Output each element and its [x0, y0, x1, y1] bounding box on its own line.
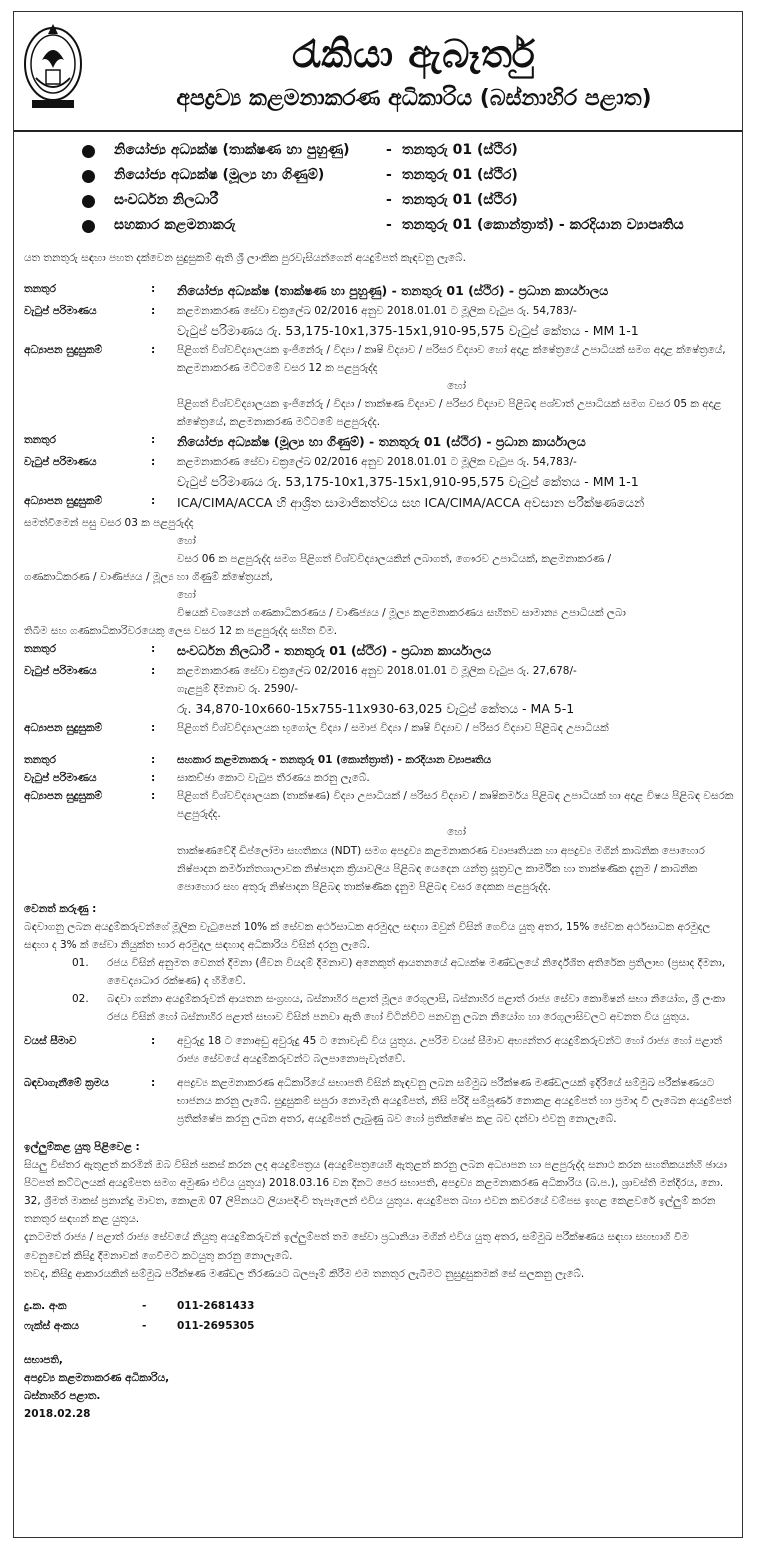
apply-text: තවද, කිසිදු ආකාරයකින් සම්මුඛ පරීක්ෂණ මණ්ඩල තීරණයට බලපෑම් කිරීම එම තනතුර ලැබීමට නුසුදුසුකමක් සේ සලකනු ලැබේ.: [24, 1267, 585, 1280]
note-number: 02.: [72, 992, 89, 1005]
fax-row: [24, 1317, 736, 1337]
label-post: තනතුර: [24, 434, 56, 447]
education-text: පිළිගත් විශ්වවිද්‍යාලයක (තාක්ෂණ) විද්‍යා උපාධියක් / පරිසර විද්‍යාව / කෘෂිකර්මය පිළිබඳ උපාධියක් හා අදාළ විෂය පිළිබඳ වසරක පළපුරුද්ද.: [177, 790, 734, 821]
page-subtitle: අපද්‍රව්‍ය කළමනාකරණ අධිකාරිය (බස්නාහිර පළාත): [176, 86, 652, 111]
label-education: අධ්‍යාපන සුදුසුකම්: [24, 722, 103, 735]
phone-label: දු.ක. අංක: [24, 1299, 67, 1312]
colon: :: [151, 344, 156, 357]
education-text: ගණකාධිකරණ / වාණිජ්‍යය / මූල්‍ය හා ගිණුම් ක්ෂේත්‍රයන්,: [24, 570, 273, 583]
colon: :: [151, 754, 156, 767]
education-text: තිබීම සහ ගණකාධිකාරිවරයෙකු ලෙස වසර 12 ක පළපුරුද්ද සහිත වීම.: [24, 625, 338, 638]
age-row: [24, 1032, 736, 1068]
label-method: බඳවාගැනීමේ ක්‍රමය: [24, 1077, 109, 1090]
section-title: නියෝජ්‍ය අධ්‍යක්ෂ (තාක්ෂණ හා පුහුණු) - තනතුරු 01 (ස්ථිර) - ප්‍රධාන කාර්යාලය: [177, 283, 609, 298]
sri-lanka-emblem-icon: [22, 20, 84, 114]
method-text: අපද්‍රව්‍ය කළමනාකරණ අධිකාරියේ සභාපති විසින් කැඳවනු ලබන සම්මුඛ පරීක්ෂණ මණ්ඩලයක් ඉදිරියේ සම්මුඛ පරීක්ෂණයට භාජනය කරනු ලැබේ. සුදුසුකම් සපුරා නොමැති අයදුම්පත්, නිසි පරිදි සම්පූර්ණ නොකළ අයදුම්පත් හා ප්‍රමාද වී ලැබෙන අයදුම්පත් ප්‍රතික්ෂේප කරනු ලබන අතර, අයදුම්පත් ලැබුණු බව හෝ ප්‍රතික්ෂේප කළ බව දන්වා එවනු නොලැබේ.: [177, 1077, 732, 1126]
label-education: අධ්‍යාපන සුදුසුකම්: [24, 495, 103, 508]
salary-row: [24, 769, 736, 787]
salary-scale: වැටුප් පරිමාණය රු. 53,175-10x1,375-15x1,910-95,575 වැටුප් කේතය - MM 1-1: [177, 322, 639, 338]
phone-number: 011-2681433: [177, 1299, 255, 1312]
colon: :: [151, 304, 156, 317]
label-salary: වැටුප් පරිමාණය: [24, 304, 97, 317]
label-education: අධ්‍යාපන සුදුසුකම්: [24, 344, 103, 357]
section-title: සහකාර කළමනාකරු - තනතුරු 01 (කොන්ත්‍රාත්) - කරදියාන ව්‍යාපෘතිය: [177, 754, 492, 767]
education-text: පිළිගත් විශ්වවිද්‍යාලයක භූගෝල විද්‍යා / සමාජ විද්‍යා / කෘෂි විද්‍යාව / පරිසර විද්‍යාව පිළිබඳ උපාධියක්: [177, 722, 609, 735]
separator-dash: -: [386, 167, 392, 183]
colon: :: [151, 722, 156, 735]
post-title-row: [24, 431, 736, 453]
label-post: තනතුර: [24, 643, 56, 656]
list-item: [14, 165, 742, 190]
colon: :: [151, 790, 156, 803]
note-item: [24, 954, 736, 990]
separator-dash: -: [386, 217, 392, 233]
or-text: හෝ: [447, 826, 466, 839]
fax-label: ෆැක්ස් අංකය: [24, 1319, 79, 1332]
separator-dash: -: [386, 142, 392, 158]
label-post: තනතුර: [24, 283, 56, 295]
list-item: [14, 190, 742, 215]
apply-text: දැනටමත් රාජ්‍ය / පළාත් රාජ්‍ය සේවයේ නියුතු අයදුම්කරුවන් ඉල්ලුම්පත් තම සේවා ප්‍රධානියා මගින් එවිය යුතු අතර, සම්මුඛ පරීක්ෂණය සඳහා සහභාගි වීම වෙනුවෙන් කිසිදු දීමනාවක් ගෙවීමට කටයුතු කරනු නොලැබේ.: [24, 1231, 689, 1262]
intro-text: යත තනතුරු සඳහා පහත දක්වෙන සුදුසුකම් ඇති ශ්‍රී ලාංකික පුරවැසියන්ගෙන් අයදුම්පත් කැඳවනු ලැබේ.: [24, 252, 467, 264]
note-number: 01.: [72, 956, 89, 969]
education-row: [24, 787, 736, 895]
signature-date: 2018.02.28: [24, 1407, 91, 1420]
signature-line: අපද්‍රව්‍ය කළමනාකරණ අධිකාරිය,: [24, 1371, 170, 1384]
salary-row: [24, 453, 736, 493]
salary-text: කළමනාකරණ සේවා චක්‍රලේඛ 02/2016 අනුව 2018.01.01 ට මූලික වැටුප රු. 27,678/-: [177, 664, 577, 677]
colon: :: [151, 664, 156, 677]
education-text: පිළිගත් විශ්වවිද්‍යාලයක ඉංජිනේරු / විද්‍යා / කෘෂි විද්‍යාව / පරිසර විද්‍යාව හෝ අදාළ ක්ෂේත්‍රයේ උපාධියක් සමග අදාළ ක්ෂේත්‍රයේ, කළමනාකරණ මට්ටමේ වසර 12 ක පළපුරුද්ද: [177, 344, 726, 375]
separator-dash: -: [142, 1319, 147, 1332]
colon: :: [151, 772, 156, 785]
post-count: තනතුරු 01 (කොන්ත්‍රාත්) - කරදියාන ව්‍යාපෘතිය: [402, 217, 684, 233]
colon: :: [151, 1077, 156, 1090]
label-salary: වැටුප් පරිමාණය: [24, 772, 97, 785]
salary-text: කළමනාකරණ සේවා චක්‍රලේඛ 02/2016 අනුව 2018.01.01 ට මූලික වැටුප රු. 54,783/-: [177, 455, 577, 468]
bullet-icon: [82, 145, 95, 158]
fax-number: 011-2695305: [177, 1319, 255, 1332]
bullet-icon: [82, 170, 95, 183]
or-text: හෝ: [177, 589, 196, 602]
post-count: තනතුරු 01 (ස්ථිර): [402, 192, 518, 208]
apply-text: සියලු විස්තර ඇතුළත් කරමින් ඔබ විසින් සකස් කරන ලද අයදුම්පත්‍රය (අයදුම්පත්‍රයෙහි ඇතුළත් කරනු ලබන අධ්‍යාපන හා පළපුරුද්ද සනාථ කරන සහතිකයන්හි ඡායා පිටපත් කට්ටලයක් අයදුම්පත සමග අමුණා එවිය යුතුය) 2018.03.16 වන දිනට පෙර සභාපති, අපද්‍රව්‍ය කළමනාකරණ අධිකාරිය (බ.ප.), ශ්‍රාවස්ති මන්දිරය, නො. 32, ශ්‍රීමත් මාකස් ප්‍රනාන්දු මාවත, කොළඹ 07 ලිපිනයට ලියාපදිංචි තැපෑලෙන් එවිය යුතුය. අයදුම්පත බහා එවන කවරයේ වම්පස ඉහළ කෙළවරේ ඉල්ලුම් කරන තනතුර සඳහන් කළ යුතුය.: [24, 1159, 727, 1226]
salary-scale: රු. 34,870-10x660-15x755-11x930-63,025 වැටුප් කේතය - MA 5-1: [177, 700, 575, 716]
education-text: පිළිගත් විශ්වවිද්‍යාලයක ඉංජිනේරු / විද්‍යා / තාක්ෂණ විද්‍යාව / පරිසර විද්‍යාව පිළිබඳ පශ්චාත් උපාධියක් සමග වසර 05 ක අදාළ ක්ෂේත්‍රයේ, කළමනාකරණ මට්ටමේ පළපුරුද්ද.: [177, 398, 722, 429]
apply-title: ඉල්ලුම්කළ යුතු පිළිවෙළ :: [24, 1141, 140, 1154]
other-text: බඳවාගනු ලබන අයදුම්කරුවන්ගේ මූලික වැටුපෙන් 10% ක් සේවක අර්ථසාධක අරමුදල සඳහා ඔවුන් විසින් ගෙවිය යුතු අතර, 15% සේවක අර්ථසාධක අරමුදල සඳහා ද 3% ක් සේවා නියුක්ත භාර අරමුදල සඳහාද අධිකාරිය විසින් දරනු ලැබේ.: [24, 920, 711, 951]
label-salary: වැටුප් පරිමාණය: [24, 664, 97, 677]
phone-row: [24, 1297, 736, 1317]
salary-row: [24, 662, 736, 720]
colon: :: [151, 455, 156, 468]
post-list: [14, 140, 742, 240]
section-title: සංවර්ධන නිලධාරී - තනතුරු 01 (ස්ථිර) - ප්‍රධාන කාර්යාලය: [177, 643, 492, 659]
page-title: රැකියා ඇබෑර්තු: [292, 32, 536, 76]
post-count: තනතුරු 01 (ස්ථිර): [402, 142, 518, 158]
or-text: හෝ: [177, 534, 196, 547]
signature-block: [24, 1351, 736, 1423]
separator-dash: -: [386, 192, 392, 208]
education-row: [24, 719, 736, 737]
education-text: ICA/CIMA/ACCA හි ආශ්‍රිත සාමාජිකත්වය සහ ICA/CIMA/ACCA අවසාන පරීක්ෂණයෙන්: [177, 495, 645, 511]
label-education: අධ්‍යාපන සුදුසුකම්: [24, 790, 103, 803]
or-text: හෝ: [447, 380, 466, 393]
colon: :: [151, 643, 156, 656]
salary-row: [24, 302, 736, 342]
signature-line: සභාපති,: [24, 1353, 63, 1366]
note-item: [24, 990, 736, 1026]
contact-list: [24, 1297, 736, 1337]
post-name: සහකාර කළමනාකරු: [114, 217, 236, 233]
post-title-row: [24, 280, 736, 302]
other-title: වෙනත් කරුණු :: [24, 902, 97, 915]
advertisement-frame: [13, 11, 743, 1538]
education-row: [24, 492, 736, 640]
note-text: රජය විසින් අනුමත වෙනත් දීමනා (ජීවන වියදම් දීමනාව) අනෙකුත් ආයතනයේ අධ්‍යක්ෂ මණ්ඩලයේ නිර්දේශිත අතිරේක ප්‍රතිලාභ (ප්‍රසාද දීමනා, වෛද්‍යාධාර රක්ෂණ) ද හිමිවේ.: [107, 956, 726, 987]
post-name: නියෝජ්‍ය අධ්‍යක්ෂ (මූල්‍ය හා ගිණුම්): [114, 167, 325, 183]
post-name: සංවර්ධන නිලධාරී: [114, 192, 219, 208]
salary-scale: වැටුප් පරිමාණය රු. 53,175-10x1,375-15x1,910-95,575 වැටුප් කේතය - MM 1-1: [177, 473, 639, 489]
education-text: සමත්වීමෙන් පසු වසර 03 ක පළපුරුද්ද: [24, 516, 194, 529]
education-row: [24, 341, 736, 431]
education-text: වසර 06 ක පළපුරුද්ද සමග පිළිගත් විශ්වවිද්‍යාලයකින් ලබාගත්, ගෞරව උපාධියක්, කළමනාකරණ /: [177, 552, 612, 565]
salary-text: සාකච්ඡා කොට වැටුප තීරණය කරනු ලැබේ.: [177, 772, 370, 785]
allowance-text: ගැළපුම් දීමනාව රු. 2590/-: [177, 682, 299, 695]
colon: :: [151, 434, 156, 447]
colon: :: [151, 1035, 156, 1047]
education-text: විෂයක් වශයෙන් ගණකාධිකරණය / වාණිජ්‍යය / මූල්‍ය කළමනාකරණය සහිතව සාමාන්‍ය උපාධියක් ලබා: [177, 607, 626, 620]
list-item: [14, 140, 742, 165]
header: [14, 12, 742, 132]
colon: :: [151, 283, 156, 295]
section-title: නියෝජ්‍ය අධ්‍යක්ෂ (මූල්‍ය හා ගිණුම්) - තනතුරු 01 (ස්ථිර) - ප්‍රධාන කාර්යාලය: [177, 434, 586, 450]
label-age: වයස් සීමාව: [24, 1035, 77, 1047]
post-name: නියෝජ්‍ය අධ්‍යක්ෂ (තාක්ෂණ හා පුහුණු): [114, 142, 350, 158]
label-salary: වැටුප් පරිමාණය: [24, 455, 97, 468]
education-text: තාක්ෂණවේදී ඩිප්ලෝමා සහතිකය (NDT) සමග අපද්‍රව්‍ය කළමනාකරණ ව්‍යාපෘතියක හා අපද්‍රව්‍ය මගින් කාබනික පොහොර නිෂ්පාදන කර්මාන්තශාලාවක නිෂ්පාදන ක්‍රියාවලිය පිළිබඳ යෙදෙන යන්ත්‍ර සූත්‍රවල කාර්මික හා තාක්ෂණික දැනුම / කාබනික පොහොර සහ අතුරු නිෂ්පාදන පිළිබඳ තාක්ෂණික දැනුම පිළිබඳ වසර දෙකක පළපුරුද්ද.: [177, 844, 705, 893]
method-row: [24, 1074, 736, 1128]
separator-dash: -: [142, 1299, 147, 1312]
post-title-row: [24, 751, 736, 769]
main-content: [24, 280, 736, 1423]
label-post: තනතුර: [24, 754, 56, 767]
colon: :: [151, 495, 156, 508]
signature-line: බස්නාහිර පළාත.: [24, 1389, 101, 1402]
post-count: තනතුරු 01 (ස්ථිර): [402, 167, 518, 183]
list-item: [14, 215, 742, 240]
salary-text: කළමනාකරණ සේවා චක්‍රලේඛ 02/2016 අනුව 2018.01.01 ට මූලික වැටුප රු. 54,783/-: [177, 304, 577, 317]
age-text: අවුරුදු 18 ට නොඅඩු අවුරුදු 45 ට නොවැඩි විය යුතුය. උපරිම වයස් සීමාව අභ්‍යන්තර අයදුම්කරුවන්ට හෝ රාජ්‍ය හෝ පළාත් රාජ්‍ය සේවයේ අයදුම්කරුවන්ට බලපානොපැවැත්වේ.: [177, 1035, 722, 1066]
note-text: බඳවා ගන්නා අයදුම්කරුවන් ආයතන සංග්‍රහය, බස්නාහිර පළාත් මූල්‍ය රෙගුලාසි, බස්නාහිර පළාත් රාජ්‍ය සේවා කොමිෂන් සභා නියෝග, ශ්‍රී ලංකා රජය විසින් හෝ බස්නාහිර පළාත් සභාව විසින් පනවා ඇති හෝ විටින්විට පනවනු ලබන නියෝග හා රෙගුලාසිවලට අවනත විය යුතුය.: [107, 992, 726, 1023]
post-title-row: [24, 640, 736, 662]
bullet-icon: [82, 195, 95, 208]
bullet-icon: [82, 220, 95, 233]
